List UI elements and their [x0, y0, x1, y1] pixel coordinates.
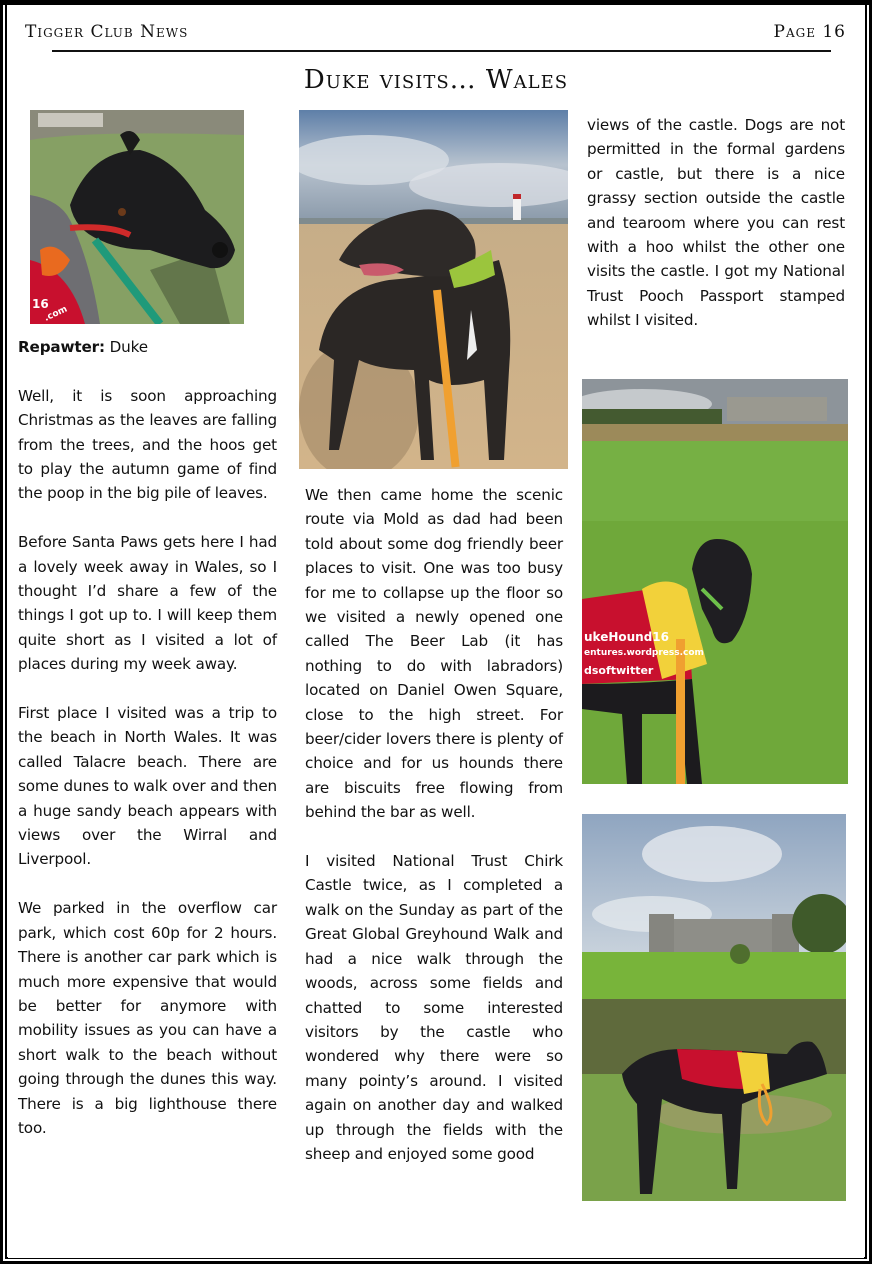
article-title: Duke visits… Wales [303, 65, 569, 95]
column-left [18, 335, 277, 1140]
column-right [587, 113, 845, 333]
byline [18, 335, 277, 359]
paragraph: Well, it is soon approaching Christmas as the leaves are falling from the trees, and the hoos get to play the autumn game of find the poop in the big pile of leaves. [18, 386, 277, 503]
coat-text: .com [42, 304, 70, 324]
coat-text: dsoftwitter [584, 664, 654, 677]
coat-text: 16 [32, 297, 49, 311]
photo-talacre-beach [299, 110, 568, 469]
page-number: Page 16 [773, 22, 846, 42]
paragraph: Before Santa Paws gets here I had a lovely week away in Wales, so I thought I’d share a few of the things I got up to. I will keep them quite short as I visited a lot of places during my week away. [18, 533, 277, 674]
newsletter-sheet [8, 5, 864, 1258]
coat-text: entures.wordpress.com [584, 648, 704, 658]
paragraph: I visited National Trust Chirk Castle twice, as I completed a walk on the Sunday as part of the Great Global Greyhound Walk and had a nice walk through the woods, across some fields and chatted to some interested visitors by the castle who wondered why there were so many pointy’s around. I visited again on another day and walked up through the fields with the sheep and enjoyed some good [305, 852, 563, 1163]
photo-duke-portrait [30, 110, 244, 324]
paragraph: We parked in the overflow car park, which cost 60p for 2 hours. There is another car park which is much more expensive that would be better for anymore with mobility issues as you can have a short walk to the beach without going through the dunes this way. There is a big lighthouse there too. [18, 899, 277, 1137]
coat-text: ukeHound16 [584, 630, 670, 644]
paragraph: First place I visited was a trip to the beach in North Wales. It was called Talacre beach. There are some dunes to walk over and then a huge sandy beach appears with views over the Wirral and Liverpool. [18, 704, 277, 869]
paragraph: We then came home the scenic route via Mold as dad had been told about some dog friendly beer places to visit. One was too busy for me to collapse up the floor so we visited a newly opened one called The Beer Lab (it has nothing to do with labradors) located on Daniel Owen Square, close to the high street. For beer/cider lovers there is plenty of choice and for us hounds there are biscuits free flowing from behind the bar as well. [305, 486, 563, 822]
photo-chirk-field [582, 379, 848, 784]
photo-chirk-castle [582, 814, 846, 1201]
publication-name: Tigger Club News [25, 22, 189, 42]
paragraph: views of the castle. Dogs are not permitted in the formal gardens or castle, but there is a nice grassy section outside the castle and tearoom where you can rest with a hoo whilst the other one visits the castle. I got my National Trust Pooch Passport stamped whilst I visited. [587, 116, 845, 330]
column-middle [305, 483, 563, 1166]
header-divider [52, 50, 831, 52]
byline-author: Duke [109, 338, 148, 356]
byline-label: Repawter: [18, 338, 105, 356]
